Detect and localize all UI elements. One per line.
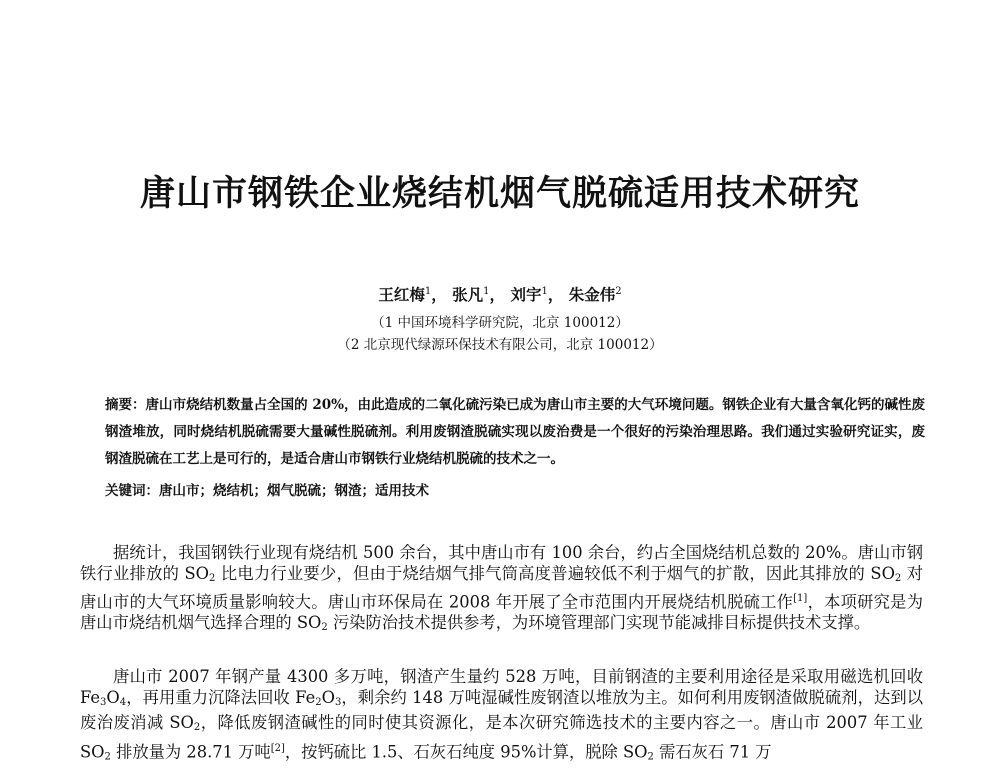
author-name: 刘宇 [510,285,542,304]
author-line [0,283,1000,305]
author-affiliation-mark: 1 [483,285,490,297]
text-run: ，按钙硫比 1.5、石灰石纯度 95%计算，脱除 SO [284,742,648,762]
author-name: 王红梅 [378,285,425,304]
subscript: 2 [104,751,111,763]
author-separator: ， [489,285,506,304]
author-name: 朱金伟 [568,285,616,304]
author-separator: ， [547,285,564,304]
subscript: 3 [100,696,107,708]
subscript: 3 [334,696,342,708]
text-run: ，降低废钢渣碱性的同时使其资源化，是本次研究筛选技术的主要内容之一。唐山市 2007 年工业 SO [80,713,923,762]
text-run: 需石灰石 71 万 [653,742,772,762]
text-run: 污染防治技术提供参考，为环境管理部门实现节能减排目标提供技术支撑。 [327,613,871,633]
text-run: ，剩余约 148 万吨湿碱性废钢渣以堆放为主。如何利用废钢渣做脱硫剂，达到以废治废消减 SO [80,687,924,733]
text-run: O [321,687,335,707]
abstract-label: 摘要： [105,397,146,413]
keywords [105,479,925,499]
paper-title: 唐山市钢铁企业烧结机烟气脱硫适用技术研究 [139,174,860,214]
keywords-text: 唐山市；烧结机；烟气脱硫；钢渣；适用技术 [159,483,429,499]
body-paragraph-2 [80,667,923,768]
subscript: 4 [119,696,127,708]
citation-ref: [2] [270,742,285,754]
affiliation-2: （2 北京现代绿源环保技术有限公司，北京 100012） [337,337,663,353]
text-run: O [106,687,120,707]
keywords-label: 关键词： [105,483,159,499]
text-run: 比电力行业要少，但由于烧结烟气排气筒高度普遍较低不利于烟气的扩散，因此其排放的 SO [215,563,895,583]
citation-ref: [1] [793,593,808,605]
abstract [105,392,925,473]
text-run: ，本项研究是为唐山市烧结机烟气选择合理的 SO [80,592,923,633]
text-run: 排放量为 28.71 万吨 [110,742,271,762]
subscript: 2 [193,722,201,734]
text-run: 对唐山市的大气环境质量影响较大。唐山市环保局在 2008 年开展了全市范围内开展烧结机脱硫工作 [80,563,923,612]
abstract-text: 唐山市烧结机数量占全国的 20%，由此造成的二氧化硫污染已成为唐山市主要的大气环境问题。钢铁企业有大量含氧化钙的碱性废钢渣堆放，同时烧结机脱硫需要大量碱性脱硫剂。利用废钢渣脱硫实现以废治费是一个很好的污染治理思路。我们通过实验研究证实，废钢渣脱硫在工艺上是可行的，是适合唐山市钢铁行业烧结机脱硫的技术之一。 [105,397,926,467]
author-affiliation-mark: 1 [541,285,548,297]
subscript: 2 [321,622,328,634]
subscript: 2 [315,696,322,708]
text-run: 据统计，我国钢铁行业现有烧结机 500 余台，其中唐山市有 100 余台，约占全国烧结机总数的 20%。唐山市钢铁行业排放的 SO [80,543,923,583]
author-name: 张凡 [452,285,484,304]
affiliation-1: （1 中国环境科学研究院，北京 100012） [371,315,629,331]
text-run: ，再用重力沉降法回收 Fe [126,687,316,707]
text-run: 唐山市 2007 年钢产量 4300 多万吨，钢渣产生量约 528 万吨，目前钢渣的主要利用途径是采取用磁选机回收 Fe [80,667,923,707]
subscript: 2 [209,572,216,584]
author-affiliation-mark: 1 [424,285,432,297]
author-separator: ， [431,285,447,304]
subscript: 2 [647,751,654,763]
author-affiliation-mark: 2 [615,285,622,297]
subscript: 2 [894,572,902,584]
body-paragraph-1 [80,543,923,639]
